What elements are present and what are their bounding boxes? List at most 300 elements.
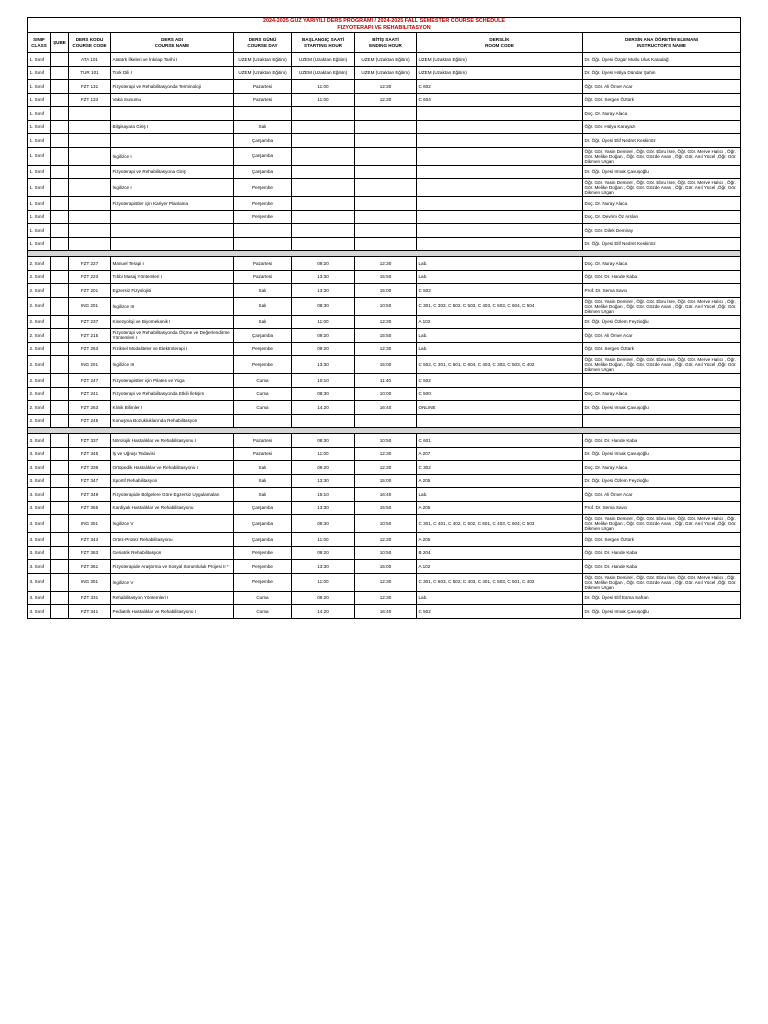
cell-instructor: Öğr. Gör. Dr. Hande Kaba [583, 546, 741, 560]
cell-ending-hour: 10:50 [355, 434, 417, 448]
header-room-code: DERSLİK ROOM CODE [417, 33, 583, 53]
cell-ending-hour [355, 120, 417, 134]
cell-section [51, 573, 69, 591]
cell-course-day: Salı [234, 488, 292, 502]
cell-course-name: Tıbbi Masaj Yöntemleri I [111, 270, 234, 284]
cell-section [51, 447, 69, 461]
cell-room-code: Lab. [417, 270, 583, 284]
cell-instructor: Öğr. Gör. Ali Ömer Acar [583, 80, 741, 94]
cell-class: 1. Sınıf [28, 66, 51, 80]
cell-instructor: Dr. Öğr. Üyesi Elif Nedret Keskinöz [583, 237, 741, 251]
cell-room-code: B 204 [417, 546, 583, 560]
cell-section [51, 270, 69, 284]
cell-class: 3. Sınıf [28, 573, 51, 591]
cell-starting-hour: 13:30 [292, 270, 355, 284]
cell-class: 3. Sınıf [28, 515, 51, 533]
cell-course-code [69, 147, 111, 165]
cell-instructor: Doç. Dr. Devrim Öz Arslan [583, 210, 741, 224]
cell-ending-hour [355, 414, 417, 428]
cell-course-name: Ortez-Protez Rehabilitasyonu [111, 533, 234, 547]
cell-section [51, 66, 69, 80]
cell-ending-hour: 16:40 [355, 488, 417, 502]
cell-course-code: FZT 263 [69, 401, 111, 415]
cell-course-day: Çarşamba [234, 501, 292, 515]
cell-ending-hour: 15:00 [355, 560, 417, 574]
cell-room-code: Lab. [417, 591, 583, 605]
cell-ending-hour: 15:00 [355, 356, 417, 374]
cell-ending-hour: 12:30 [355, 533, 417, 547]
cell-section [51, 401, 69, 415]
cell-course-code: FZT 201 [69, 284, 111, 298]
cell-starting-hour: 11:00 [292, 315, 355, 329]
cell-section [51, 179, 69, 197]
table-row [28, 591, 741, 605]
cell-starting-hour [292, 237, 355, 251]
table-row [28, 120, 741, 134]
cell-course-name: Klinik Bilimler I [111, 401, 234, 415]
cell-starting-hour: 09:20 [292, 546, 355, 560]
table-row [28, 374, 741, 388]
cell-class: 2. Sınıf [28, 270, 51, 284]
cell-starting-hour: 11:00 [292, 533, 355, 547]
cell-class: 1. Sınıf [28, 165, 51, 179]
cell-instructor: Dr. Öğr. Üyesi Özlem Feyzioğlu [583, 474, 741, 488]
cell-course-name: İngilizce I [111, 179, 234, 197]
cell-class: 1. Sınıf [28, 224, 51, 238]
cell-room-code [417, 197, 583, 211]
cell-section [51, 210, 69, 224]
cell-instructor: Öğr. Gör. Dr. Hande Kaba [583, 270, 741, 284]
cell-room-code [417, 414, 583, 428]
cell-section [51, 356, 69, 374]
cell-ending-hour: 12:30 [355, 461, 417, 475]
cell-section [51, 546, 69, 560]
cell-instructor: Prof. Dr. Sema Savcı [583, 501, 741, 515]
cell-course-code: FZT 245 [69, 414, 111, 428]
cell-instructor [583, 414, 741, 428]
cell-course-code: FZT 361 [69, 560, 111, 574]
cell-section [51, 387, 69, 401]
cell-course-name [111, 210, 234, 224]
cell-course-day: Salı [234, 474, 292, 488]
cell-course-day [234, 414, 292, 428]
table-row [28, 488, 741, 502]
cell-section [51, 284, 69, 298]
cell-instructor: Öğr. Gör. Ali Ömer Acar [583, 488, 741, 502]
cell-course-name: Geriatrik Rehabilitasyon [111, 546, 234, 560]
cell-instructor: Öğr. Gör. Hülya Karayazı [583, 120, 741, 134]
header-course-day: DERS GÜNÜ COURSE DAY [234, 33, 292, 53]
cell-starting-hour: 08:30 [292, 434, 355, 448]
cell-instructor: Öğr. Gör. Dr. Hande Kaba [583, 434, 741, 448]
table-row [28, 515, 741, 533]
cell-ending-hour: 12:30 [355, 80, 417, 94]
cell-course-name: İngilizce V [111, 573, 234, 591]
cell-course-name: Rehabilitasyon Yöntemleri I [111, 591, 234, 605]
cell-starting-hour [292, 224, 355, 238]
cell-starting-hour: 13:30 [292, 284, 355, 298]
table-row [28, 197, 741, 211]
cell-course-name: Kardiyak Hastalıklar ve Rehabilitasyonu [111, 501, 234, 515]
cell-class: 1. Sınıf [28, 179, 51, 197]
cell-instructor: Doç. Dr. Nuray Alaca [583, 107, 741, 121]
cell-course-code [69, 210, 111, 224]
cell-class: 2. Sınıf [28, 257, 51, 271]
cell-course-code: FZT 215 [69, 329, 111, 343]
cell-instructor: Öğr. Gör. Yasin Demirel , Öğr. Gör. Ebru İsre, Öğr. Gör. Merve Halıcı , Öğr. Gör. Melike Doğan , Öğr. Gör. Gözde Avan , Öğr. Gör. Anıl Yücel ,Öğr. Gör. Dikmen Urgan [583, 297, 741, 315]
cell-course-code: FZT 343 [69, 533, 111, 547]
schedule-sheet [27, 17, 740, 619]
cell-course-name: Fizyoterapi ve Rehabilitasyonda Etkili İletişim [111, 387, 234, 401]
header-instructor: DERSİN ANA ÖĞRETİM ELEMANI INSTRUCTOR'S NAME [583, 33, 741, 53]
cell-starting-hour: 14:20 [292, 401, 355, 415]
cell-course-day: Pazartesi [234, 80, 292, 94]
cell-course-day: UZEM (Uzaktan Eğitim) [234, 66, 292, 80]
table-row [28, 605, 741, 619]
cell-room-code [417, 237, 583, 251]
cell-class: 2. Sınıf [28, 297, 51, 315]
cell-class: 1. Sınıf [28, 237, 51, 251]
cell-room-code: C 301, C 401, C 402, C 502, C 601, C 403, C 604, C 503 [417, 515, 583, 533]
cell-room-code: C 601 [417, 434, 583, 448]
cell-room-code: C 502, C 301, C 501, C 604, C 403, C 303, C 503, C 402 [417, 356, 583, 374]
title-row-2 [28, 25, 741, 33]
cell-course-day: Perşembe [234, 573, 292, 591]
cell-room-code [417, 165, 583, 179]
cell-class: 3. Sınıf [28, 501, 51, 515]
table-row [28, 297, 741, 315]
cell-starting-hour: 09:20 [292, 342, 355, 356]
cell-section [51, 329, 69, 343]
cell-course-day: Salı [234, 120, 292, 134]
cell-room-code: ONLINE [417, 401, 583, 415]
cell-class: 1. Sınıf [28, 210, 51, 224]
cell-class: 1. Sınıf [28, 107, 51, 121]
cell-instructor: Öğr. Gör. Yasin Demirel , Öğr. Gör. Ebru İsre, Öğr. Gör. Merve Halıcı , Öğr. Gör. Melike Doğan , Öğr. Gör. Gözde Avan , Öğr. Gör. Anıl Yücel ,Öğr. Gör. Dikmen Urgan [583, 356, 741, 374]
cell-course-code: FZT 363 [69, 546, 111, 560]
cell-room-code: UZEM (Uzaktan Eğitim) [417, 66, 583, 80]
table-row [28, 434, 741, 448]
cell-course-code: FZT 131 [69, 80, 111, 94]
cell-section [51, 165, 69, 179]
cell-instructor: Öğr. Gör. Sergen Öztürk [583, 533, 741, 547]
cell-course-name: Egzersiz Fizyolojisi [111, 284, 234, 298]
cell-course-name: Pediatrik Hastalıklar ve Rehabilitasyonu I [111, 605, 234, 619]
cell-instructor: Dr. Öğr. Üyesi Özgür Mutlu Ulus Karadağ [583, 53, 741, 67]
table-row [28, 270, 741, 284]
cell-course-name: Bilgisayara Giriş I [111, 120, 234, 134]
table-row [28, 179, 741, 197]
cell-course-day: Cuma [234, 401, 292, 415]
table-row [28, 573, 741, 591]
cell-room-code [417, 147, 583, 165]
cell-instructor: Doç. Dr. Nuray Alaca [583, 197, 741, 211]
cell-room-code: C 301, C 603, C 502, C 403, C 401, C 503, C 501, C 402 [417, 573, 583, 591]
cell-instructor: Öğr. Gör. Yasin Demirel , Öğr. Gör. Ebru İsre, Öğr. Gör. Merve Halıcı , Öğr. Gör. Melike Doğan , Öğr. Gör. Gözde Avan , Öğr. Gör. Anıl Yücel ,Öğr. Gör. Dikmen Urgan [583, 179, 741, 197]
cell-room-code [417, 210, 583, 224]
cell-class: 3. Sınıf [28, 605, 51, 619]
cell-course-code: FZT 341 [69, 605, 111, 619]
table-row [28, 461, 741, 475]
cell-instructor: Öğr. Gör. Dilek Demiray [583, 224, 741, 238]
cell-room-code [417, 179, 583, 197]
cell-ending-hour: 15:50 [355, 329, 417, 343]
cell-ending-hour [355, 237, 417, 251]
cell-ending-hour: 10:50 [355, 515, 417, 533]
cell-section [51, 53, 69, 67]
cell-instructor: Prof. Dr. Sema Savcı [583, 284, 741, 298]
table-row [28, 147, 741, 165]
cell-starting-hour: 09:20 [292, 257, 355, 271]
cell-course-name: Nörolojik Hastalıklar ve Rehabilitasyonu I [111, 434, 234, 448]
cell-course-code: FZT 133 [69, 93, 111, 107]
cell-starting-hour [292, 165, 355, 179]
cell-class: 3. Sınıf [28, 546, 51, 560]
cell-ending-hour [355, 147, 417, 165]
cell-class: 3. Sınıf [28, 533, 51, 547]
cell-section [51, 80, 69, 94]
cell-ending-hour: UZEM (Uzaktan Eğitim) [355, 53, 417, 67]
cell-course-code [69, 179, 111, 197]
cell-course-day: Perşembe [234, 560, 292, 574]
cell-starting-hour: 11:00 [292, 447, 355, 461]
cell-course-code [69, 107, 111, 121]
cell-course-day [234, 224, 292, 238]
cell-starting-hour: 08:30 [292, 515, 355, 533]
cell-course-code [69, 224, 111, 238]
cell-ending-hour [355, 210, 417, 224]
cell-room-code [417, 134, 583, 148]
cell-class: 3. Sınıf [28, 474, 51, 488]
cell-course-code: TUR 101 [69, 66, 111, 80]
cell-course-code: FZT 223 [69, 270, 111, 284]
table-row [28, 134, 741, 148]
title-row-1 [28, 18, 741, 26]
cell-course-day: Perşembe [234, 356, 292, 374]
cell-section [51, 237, 69, 251]
cell-starting-hour [292, 197, 355, 211]
cell-starting-hour: 09:20 [292, 461, 355, 475]
cell-section [51, 434, 69, 448]
cell-course-day: Pazartesi [234, 434, 292, 448]
cell-course-day: Salı [234, 297, 292, 315]
table-row [28, 342, 741, 356]
cell-instructor: Doç. Dr. Nuray Alaca [583, 387, 741, 401]
cell-ending-hour [355, 224, 417, 238]
cell-section [51, 560, 69, 574]
cell-instructor: Öğr. Gör. Dr. Hande Kaba [583, 560, 741, 574]
cell-starting-hour [292, 107, 355, 121]
table-row [28, 224, 741, 238]
cell-course-day: UZEM (Uzaktan Eğitim) [234, 53, 292, 67]
cell-section [51, 605, 69, 619]
cell-ending-hour: 12:30 [355, 315, 417, 329]
cell-starting-hour: 11:00 [292, 93, 355, 107]
cell-ending-hour: 12:30 [355, 447, 417, 461]
cell-room-code: C 502 [417, 284, 583, 298]
cell-section [51, 107, 69, 121]
table-row [28, 356, 741, 374]
cell-course-code: FZT 331 [69, 591, 111, 605]
cell-room-code [417, 107, 583, 121]
cell-class: 2. Sınıf [28, 401, 51, 415]
cell-course-code [69, 237, 111, 251]
cell-ending-hour: 10:50 [355, 546, 417, 560]
cell-instructor: Doç. Dr. Nuray Alaca [583, 257, 741, 271]
table-row [28, 66, 741, 80]
cell-starting-hour: 13:30 [292, 474, 355, 488]
cell-class: 1. Sınıf [28, 120, 51, 134]
cell-course-day: Çarşamba [234, 515, 292, 533]
table-row [28, 315, 741, 329]
cell-starting-hour: UZEM (Uzaktan Eğitim) [292, 53, 355, 67]
cell-class: 3. Sınıf [28, 591, 51, 605]
table-row [28, 533, 741, 547]
cell-course-code: FZT 237 [69, 315, 111, 329]
cell-section [51, 414, 69, 428]
table-row [28, 414, 741, 428]
cell-course-name: Atatürk İlkeleri ve İnkılap Tarihi I [111, 53, 234, 67]
cell-course-name: Fizyoterapistler için Kariyer Planlama [111, 197, 234, 211]
cell-course-name: Fizyoterapistler için Pilates ve Yoga [111, 374, 234, 388]
cell-section [51, 297, 69, 315]
cell-course-day: Cuma [234, 387, 292, 401]
cell-course-name: Fizyoterapi ve Rehabilitasyona Giriş [111, 165, 234, 179]
cell-room-code: Lab. [417, 342, 583, 356]
cell-course-day [234, 107, 292, 121]
cell-starting-hour: 15:10 [292, 488, 355, 502]
table-row [28, 93, 741, 107]
cell-room-code: UZEM (Uzaktan Eğitim) [417, 53, 583, 67]
table-row [28, 284, 741, 298]
cell-ending-hour: 12:30 [355, 342, 417, 356]
cell-room-code: A 207 [417, 447, 583, 461]
cell-course-day: Perşembe [234, 210, 292, 224]
cell-course-day: Salı [234, 461, 292, 475]
cell-course-code: FZT 345 [69, 447, 111, 461]
department-title: FİZYOTERAPİ VE REHABİLİTASYON [28, 25, 741, 33]
cell-instructor: Öğr. Gör. Yasin Demirel , Öğr. Gör. Ebru İsre, Öğr. Gör. Merve Halıcı , Öğr. Gör. Melike Doğan , Öğr. Gör. Gözde Avan , Öğr. Gör. Anıl Yücel ,Öğr. Gör. Dikmen Urgan [583, 147, 741, 165]
cell-ending-hour: 12:30 [355, 573, 417, 591]
header-class: SINIF CLASS [28, 33, 51, 53]
cell-course-code: ING 201 [69, 297, 111, 315]
cell-ending-hour [355, 165, 417, 179]
cell-class: 2. Sınıf [28, 329, 51, 343]
table-row [28, 210, 741, 224]
table-row [28, 237, 741, 251]
cell-room-code: Lab. [417, 488, 583, 502]
header-starting-hour: BAŞLANGIÇ SAATİ STARTING HOUR [292, 33, 355, 53]
table-row [28, 165, 741, 179]
cell-ending-hour: 15:00 [355, 474, 417, 488]
cell-course-day: Pazartesi [234, 93, 292, 107]
cell-course-day: Çarşamba [234, 147, 292, 165]
cell-ending-hour: 15:50 [355, 501, 417, 515]
cell-course-day: Pazartesi [234, 257, 292, 271]
cell-course-day: Perşembe [234, 342, 292, 356]
header-ending-hour: BİTİŞ SAATİ ENDING HOUR [355, 33, 417, 53]
cell-course-name [111, 237, 234, 251]
cell-course-day [234, 237, 292, 251]
cell-room-code: A 102 [417, 315, 583, 329]
table-row [28, 387, 741, 401]
cell-course-code [69, 165, 111, 179]
cell-class: 2. Sınıf [28, 387, 51, 401]
cell-course-day: Cuma [234, 374, 292, 388]
cell-instructor: Dr. Öğr. Üyesi Irmak Çavuşoğlu [583, 401, 741, 415]
cell-class: 3. Sınıf [28, 447, 51, 461]
table-row [28, 501, 741, 515]
cell-course-name [111, 107, 234, 121]
cell-starting-hour [292, 179, 355, 197]
cell-room-code [417, 120, 583, 134]
cell-course-name [111, 134, 234, 148]
cell-starting-hour: 13:30 [292, 356, 355, 374]
cell-course-day: Salı [234, 315, 292, 329]
cell-course-code: FZT 247 [69, 374, 111, 388]
cell-instructor: Dr. Öğr. Üyesi Elif Nedret Keskinöz [583, 134, 741, 148]
cell-section [51, 533, 69, 547]
table-row [28, 447, 741, 461]
cell-section [51, 461, 69, 475]
cell-class: 1. Sınıf [28, 197, 51, 211]
cell-course-day: Perşembe [234, 179, 292, 197]
cell-starting-hour: 13:30 [292, 560, 355, 574]
cell-room-code: C 502 [417, 374, 583, 388]
cell-room-code: C 602 [417, 80, 583, 94]
cell-course-code: FZT 241 [69, 387, 111, 401]
cell-starting-hour: 11:00 [292, 80, 355, 94]
cell-room-code: A 205 [417, 501, 583, 515]
cell-room-code: Lab. [417, 329, 583, 343]
cell-course-code [69, 134, 111, 148]
cell-class: 3. Sınıf [28, 488, 51, 502]
cell-course-day: Salı [234, 284, 292, 298]
cell-class: 1. Sınıf [28, 93, 51, 107]
cell-course-code [69, 120, 111, 134]
cell-starting-hour [292, 147, 355, 165]
cell-starting-hour [292, 120, 355, 134]
cell-starting-hour: UZEM (Uzaktan Eğitim) [292, 66, 355, 80]
cell-section [51, 342, 69, 356]
table-row [28, 53, 741, 67]
cell-course-day: Cuma [234, 605, 292, 619]
cell-starting-hour: 08:30 [292, 387, 355, 401]
cell-course-name: Fiziksel Modaliteler ve Elektroterapi I [111, 342, 234, 356]
cell-course-code: FZT 349 [69, 488, 111, 502]
cell-room-code: C 502 [417, 605, 583, 619]
cell-course-code: ING 301 [69, 573, 111, 591]
cell-class: 2. Sınıf [28, 374, 51, 388]
cell-course-code: ING 301 [69, 515, 111, 533]
cell-starting-hour: 14:20 [292, 605, 355, 619]
cell-course-code: ATA 101 [69, 53, 111, 67]
table-row [28, 329, 741, 343]
cell-room-code [417, 224, 583, 238]
cell-room-code: C 500 [417, 387, 583, 401]
cell-class: 2. Sınıf [28, 414, 51, 428]
cell-course-day: Pazartesi [234, 447, 292, 461]
cell-ending-hour [355, 179, 417, 197]
cell-course-day: Çarşamba [234, 165, 292, 179]
cell-instructor [583, 374, 741, 388]
cell-ending-hour: 15:50 [355, 270, 417, 284]
cell-course-name: Kinezyoloji ve Biyomekanik I [111, 315, 234, 329]
cell-course-code: FZT 227 [69, 257, 111, 271]
cell-class: 1. Sınıf [28, 147, 51, 165]
cell-instructor: Öğr. Gör. Yasin Demirel , Öğr. Gör. Ebru İsre, Öğr. Gör. Merve Halıcı , Öğr. Gör. Melike Doğan , Öğr. Gör. Gözde Avan , Öğr. Gör. Anıl Yücel ,Öğr. Gör. Dikmen Urgan [583, 573, 741, 591]
cell-room-code: A 102 [417, 560, 583, 574]
